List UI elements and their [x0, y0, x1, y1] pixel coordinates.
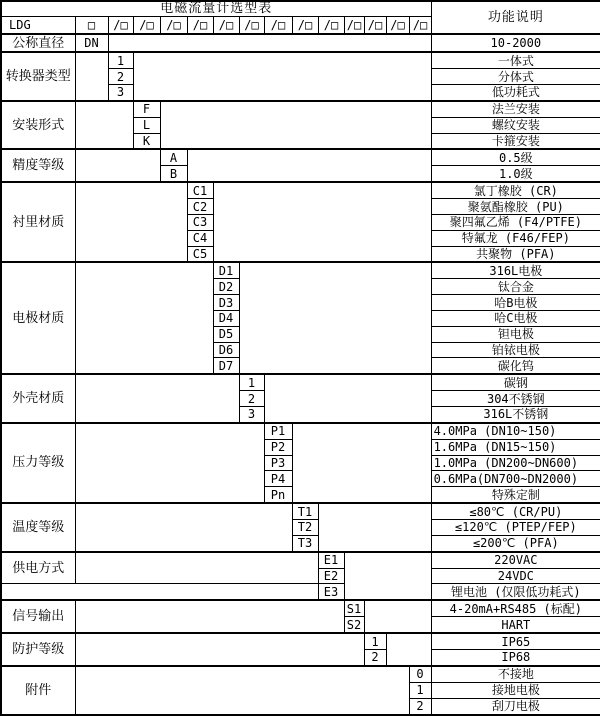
- description-cell: 刮刀电极: [431, 698, 600, 715]
- model-slot-placeholder: /□: [386, 16, 409, 34]
- description-cell: 共聚物 (PFA): [431, 246, 600, 262]
- table-row: [1, 374, 600, 390]
- spacer-cell: [264, 374, 431, 423]
- description-cell: IP65: [431, 633, 600, 649]
- category-label: 防护等级: [1, 633, 75, 666]
- code-cell: 0: [409, 666, 431, 682]
- title-row: [1, 1, 600, 16]
- description-cell: 0.5级: [431, 149, 600, 165]
- code-cell: 2: [409, 698, 431, 715]
- code-cell: S1: [344, 600, 364, 616]
- description-cell: 1.6MPa (DN15~150): [431, 439, 600, 455]
- model-slot-placeholder: /□: [160, 16, 187, 34]
- code-cell: S2: [344, 617, 364, 633]
- code-cell: P3: [264, 455, 292, 471]
- spacer-cell: [75, 262, 213, 374]
- spacer-cell: [75, 666, 409, 715]
- table-row: [1, 182, 600, 198]
- spacer-cell: [75, 101, 133, 150]
- code-cell: C3: [187, 214, 213, 230]
- code-cell: D5: [213, 326, 239, 342]
- description-cell: 碳化钨: [431, 358, 600, 374]
- code-cell: D1: [213, 262, 239, 278]
- page-title: 电磁流量计选型表: [1, 1, 431, 16]
- code-cell: T1: [292, 503, 318, 519]
- model-slot-placeholder: /□: [344, 16, 364, 34]
- description-cell: 锂电池 (仅限低功耗式): [431, 584, 600, 600]
- code-cell: D6: [213, 342, 239, 358]
- code-cell: E1: [318, 552, 344, 568]
- spacer-cell: [75, 600, 344, 633]
- description-cell: ≤80℃ (CR/PU): [431, 503, 600, 519]
- spacer-cell: [386, 633, 431, 666]
- code-cell: P4: [264, 471, 292, 487]
- table-row: [1, 552, 600, 568]
- description-cell: 哈B电极: [431, 295, 600, 311]
- description-cell: 螺纹安装: [431, 117, 600, 133]
- table-row: [1, 666, 600, 682]
- code-cell: C1: [187, 182, 213, 198]
- code-cell: 1: [239, 374, 264, 390]
- model-prefix: LDG: [1, 16, 75, 34]
- code-cell: D3: [213, 295, 239, 311]
- code-cell: D4: [213, 310, 239, 326]
- spacer-cell: [75, 52, 108, 101]
- description-cell: 钽电极: [431, 326, 600, 342]
- table-row: [1, 149, 600, 165]
- spacer-cell: [364, 600, 431, 633]
- spacer-cell: [75, 552, 318, 584]
- code-cell: D7: [213, 358, 239, 374]
- spacer-cell: [1, 584, 318, 600]
- code-cell: 1: [409, 682, 431, 698]
- code-cell: Pn: [264, 487, 292, 503]
- code-cell: T2: [292, 519, 318, 535]
- code-cell: L: [133, 117, 160, 133]
- description-cell: 特殊定制: [431, 487, 600, 503]
- code-cell: C2: [187, 199, 213, 215]
- category-label: 附件: [1, 666, 75, 715]
- code-cell: B: [160, 166, 187, 182]
- code-cell: P2: [264, 439, 292, 455]
- spacer-cell: [213, 182, 431, 262]
- code-cell: 2: [364, 650, 386, 666]
- category-label: 衬里材质: [1, 182, 75, 262]
- model-slot-placeholder: /□: [187, 16, 213, 34]
- description-cell: 4.0MPa (DN10~150): [431, 423, 600, 439]
- description-cell: 卡箍安装: [431, 133, 600, 149]
- code-cell: 1: [108, 52, 133, 68]
- description-cell: 特氟龙 (F46/FEP): [431, 230, 600, 246]
- description-cell: 聚氨酯橡胶 (PU): [431, 199, 600, 215]
- code-cell: D2: [213, 279, 239, 295]
- model-slot-placeholder: /□: [108, 16, 133, 34]
- description-cell: 钛合金: [431, 279, 600, 295]
- code-cell: P1: [264, 423, 292, 439]
- code-cell: DN: [75, 34, 108, 52]
- code-cell: 3: [239, 406, 264, 422]
- description-cell: 一体式: [431, 52, 600, 68]
- category-label: 公称直径: [1, 34, 75, 52]
- spacer-cell: [187, 149, 431, 182]
- description-cell: 1.0MPa (DN200~DN600): [431, 455, 600, 471]
- category-label: 精度等级: [1, 149, 75, 182]
- model-slot-placeholder: /□: [364, 16, 386, 34]
- spacer-cell: [344, 552, 431, 601]
- table-row: [1, 503, 600, 519]
- category-label: 供电方式: [1, 552, 75, 584]
- spacer-cell: [239, 262, 431, 374]
- model-slot-placeholder: /□: [264, 16, 292, 34]
- description-cell: 24VDC: [431, 568, 600, 584]
- description-cell: 1.0级: [431, 166, 600, 182]
- code-cell: T3: [292, 535, 318, 551]
- model-slot-placeholder: /□: [318, 16, 344, 34]
- code-cell: 1: [364, 633, 386, 649]
- description-cell: 氯丁橡胶 (CR): [431, 182, 600, 198]
- description-cell: ≤120℃ (PTEP/FEP): [431, 519, 600, 535]
- model-slot-placeholder: /□: [133, 16, 160, 34]
- category-label: 温度等级: [1, 503, 75, 552]
- spacer-cell: [318, 503, 431, 552]
- description-cell: 铂铱电极: [431, 342, 600, 358]
- description-cell: 低功耗式: [431, 84, 600, 100]
- spacer-cell: [75, 182, 187, 262]
- category-label: 外壳材质: [1, 374, 75, 423]
- code-cell: F: [133, 101, 160, 117]
- model-slot-placeholder: /□: [239, 16, 264, 34]
- table-row: [1, 633, 600, 649]
- code-cell: 2: [108, 69, 133, 85]
- spacer-cell: [75, 149, 160, 182]
- description-cell: ≤200℃ (PFA): [431, 535, 600, 551]
- description-cell: 法兰安装: [431, 101, 600, 117]
- spacer-cell: [75, 423, 264, 503]
- table-row: [1, 52, 600, 68]
- description-cell: 分体式: [431, 69, 600, 85]
- description-cell: 316L不锈钢: [431, 406, 600, 422]
- description-cell: HART: [431, 617, 600, 633]
- category-label: 电极材质: [1, 262, 75, 374]
- code-cell: 3: [108, 84, 133, 100]
- description-cell: 哈C电极: [431, 310, 600, 326]
- description-cell: IP68: [431, 650, 600, 666]
- description-cell: 碳钢: [431, 374, 600, 390]
- model-slot-placeholder: /□: [292, 16, 318, 34]
- description-cell: 0.6MPa(DN700~DN2000): [431, 471, 600, 487]
- spacer-cell: [108, 34, 431, 52]
- spacer-cell: [75, 633, 364, 666]
- description-cell: 220VAC: [431, 552, 600, 568]
- table-row: [1, 600, 600, 616]
- description-cell: 10-2000: [431, 34, 600, 52]
- model-slot-placeholder: /□: [213, 16, 239, 34]
- table-row: [1, 101, 600, 117]
- code-cell: C4: [187, 230, 213, 246]
- function-header: 功能说明: [431, 1, 600, 34]
- description-cell: 316L电极: [431, 262, 600, 278]
- model-box-placeholder: □: [75, 16, 108, 34]
- table-row: [1, 34, 600, 52]
- spacer-cell: [292, 423, 431, 503]
- code-cell: C5: [187, 246, 213, 262]
- model-slot-placeholder: /□: [409, 16, 431, 34]
- category-label: 信号输出: [1, 600, 75, 633]
- code-cell: 2: [239, 391, 264, 407]
- code-cell: E3: [318, 584, 344, 600]
- category-label: 转换器类型: [1, 52, 75, 101]
- description-cell: 304不锈钢: [431, 391, 600, 407]
- table-row: [1, 262, 600, 278]
- description-cell: 4-20mA+RS485 (标配): [431, 600, 600, 616]
- code-cell: E2: [318, 568, 344, 584]
- description-cell: 聚四氟乙烯 (F4/PTFE): [431, 214, 600, 230]
- code-cell: K: [133, 133, 160, 149]
- table-row: [1, 423, 600, 439]
- spacer-cell: [160, 101, 431, 150]
- category-label: 压力等级: [1, 423, 75, 503]
- spacer-cell: [75, 503, 292, 552]
- description-cell: 不接地: [431, 666, 600, 682]
- spacer-cell: [133, 52, 431, 101]
- code-cell: A: [160, 149, 187, 165]
- description-cell: 接地电极: [431, 682, 600, 698]
- table-row: [1, 584, 600, 600]
- category-label: 安装形式: [1, 101, 75, 150]
- spacer-cell: [75, 374, 239, 423]
